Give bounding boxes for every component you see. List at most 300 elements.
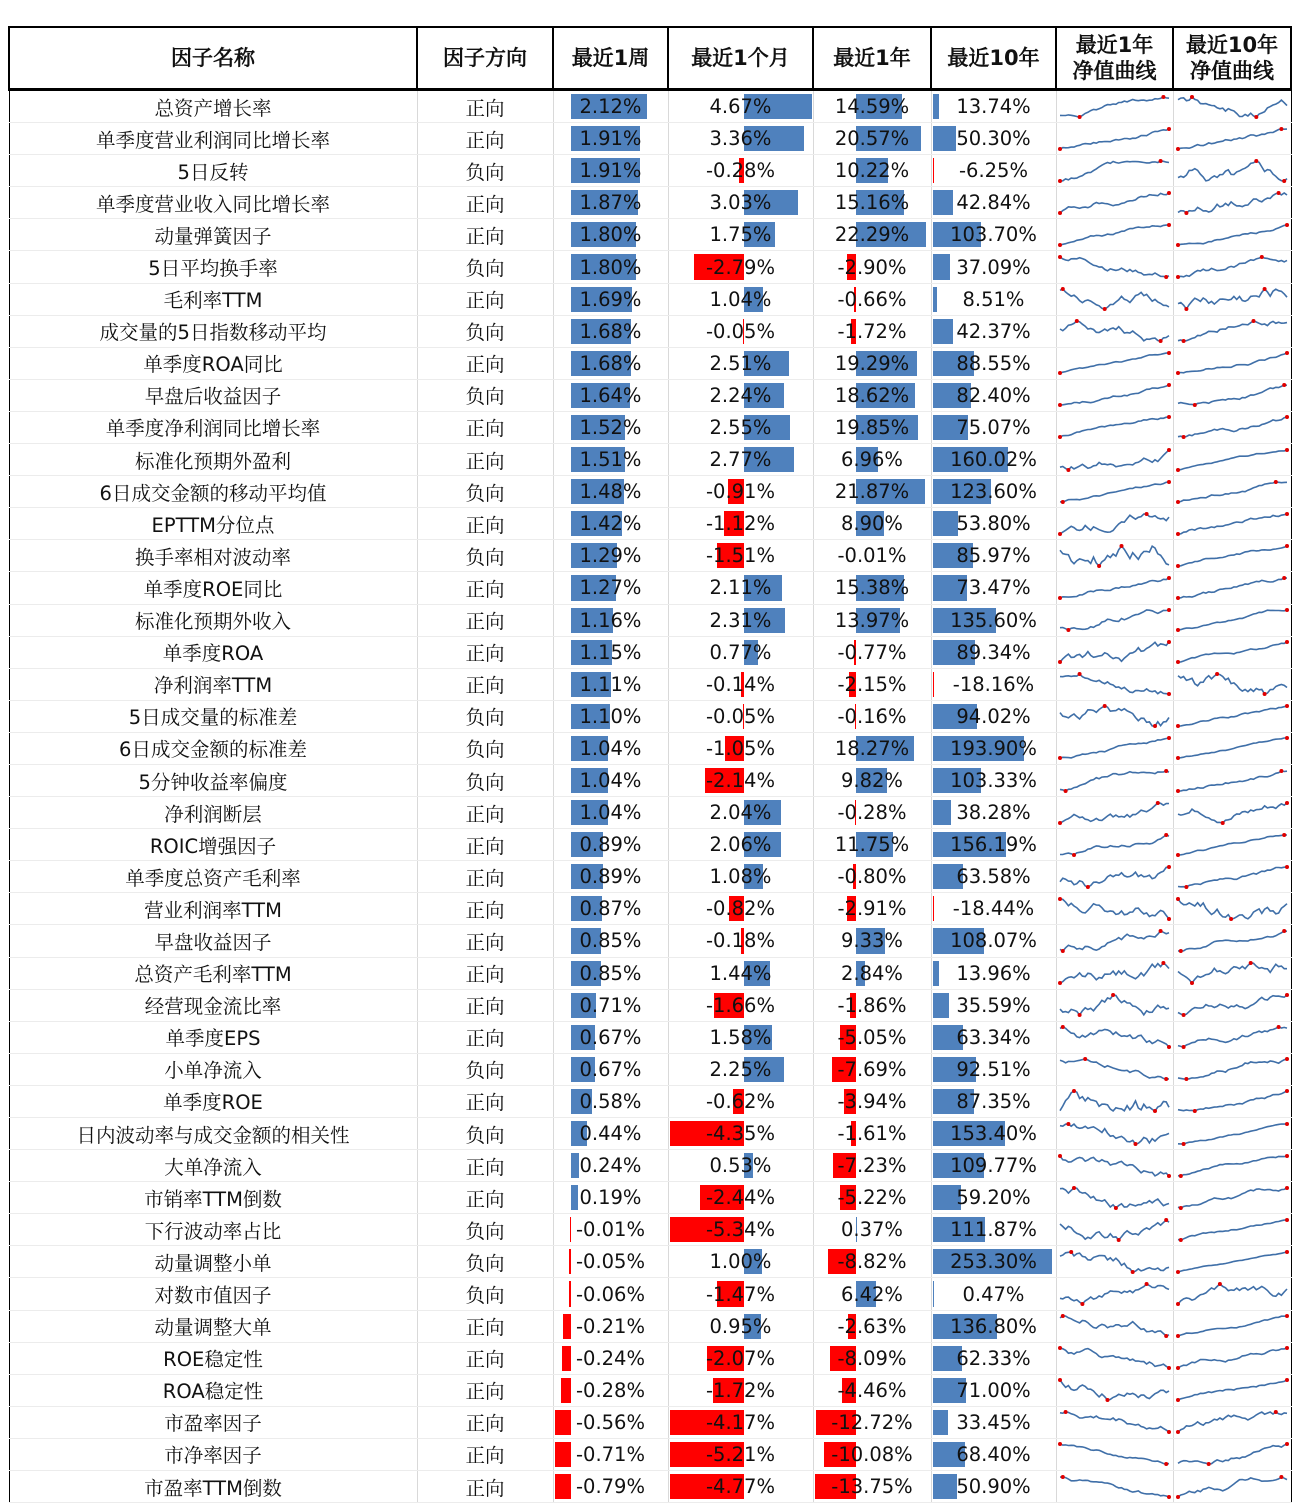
nav-curve-10y-cell	[1173, 604, 1291, 636]
table-row[interactable]	[9, 1246, 1291, 1278]
month-return-cell	[668, 797, 813, 829]
table-body	[9, 90, 1291, 1503]
nav-curve-1y-cell	[1056, 636, 1173, 668]
table-row[interactable]	[9, 893, 1291, 925]
week-return-cell	[553, 668, 668, 700]
nav-curve-1y-sparkline	[1058, 381, 1171, 409]
return-value: -2.07%	[706, 1347, 775, 1370]
nav-curve-10y-cell	[1173, 1214, 1291, 1246]
curve-high-marker	[1167, 351, 1171, 355]
ten-year-return-cell	[931, 155, 1056, 187]
table-row[interactable]	[9, 187, 1291, 219]
return-value: -1.86%	[838, 994, 907, 1017]
table-row[interactable]	[9, 1374, 1291, 1406]
nav-curve-1y-sparkline	[1058, 574, 1171, 602]
week-return-cell	[553, 283, 668, 315]
nav-curve-line	[1060, 353, 1169, 373]
negative-value-bar	[569, 1249, 571, 1274]
return-value: -2.91%	[838, 897, 907, 920]
factor-name-cell: ROA稳定性	[9, 1374, 417, 1406]
nav-curve-10y-cell	[1173, 700, 1291, 732]
year-return-cell	[813, 1118, 931, 1150]
header-curve-10y-line2: 净值曲线	[1174, 58, 1290, 84]
return-value: 0.89%	[580, 833, 642, 856]
year-return-cell	[813, 1438, 931, 1470]
nav-curve-10y-sparkline	[1176, 1087, 1289, 1115]
table-row[interactable]	[9, 829, 1291, 861]
month-return-cell	[668, 123, 813, 155]
header-direction[interactable]: 因子方向	[417, 27, 553, 90]
factor-direction-cell: 负向	[417, 251, 553, 283]
negative-value-bar	[555, 1442, 571, 1467]
return-value: 53.80%	[956, 512, 1030, 535]
return-value: 0.67%	[580, 1026, 642, 1049]
return-value: 1.58%	[710, 1026, 772, 1049]
curve-high-marker	[1066, 1122, 1070, 1126]
nav-curve-line	[1060, 1124, 1169, 1144]
nav-curve-10y-sparkline	[1176, 927, 1289, 955]
nav-curve-1y-cell	[1056, 1118, 1173, 1150]
return-value: 193.90%	[950, 737, 1037, 760]
return-value: 0.85%	[580, 929, 642, 952]
nav-curve-10y-sparkline	[1176, 1120, 1289, 1148]
return-value: 2.31%	[710, 609, 772, 632]
table-row[interactable]	[9, 925, 1291, 957]
nav-curve-10y-cell	[1173, 347, 1291, 379]
curve-low-marker	[1176, 564, 1180, 568]
return-value: 1.87%	[580, 191, 642, 214]
curve-low-marker	[1184, 885, 1188, 889]
nav-curve-line	[1060, 1412, 1169, 1432]
curve-high-marker	[1058, 1346, 1062, 1350]
curve-high-marker	[1167, 865, 1171, 869]
return-value: -5.22%	[838, 1186, 907, 1209]
nav-curve-10y-sparkline	[1176, 189, 1289, 217]
curve-high-marker	[1058, 1378, 1062, 1382]
return-value: 92.51%	[956, 1058, 1030, 1081]
factor-direction-cell: 负向	[417, 476, 553, 508]
month-return-cell	[668, 668, 813, 700]
return-value: 1.48%	[580, 480, 642, 503]
table-row[interactable]	[9, 668, 1291, 700]
table-row[interactable]	[9, 572, 1291, 604]
header-factor-name[interactable]: 因子名称	[9, 27, 417, 90]
factor-direction-cell: 正向	[417, 283, 553, 315]
nav-curve-1y-sparkline	[1058, 1408, 1171, 1436]
curve-low-marker	[1058, 756, 1062, 760]
table-row[interactable]	[9, 732, 1291, 764]
return-value: 63.34%	[956, 1026, 1030, 1049]
return-value: -4.46%	[838, 1379, 907, 1402]
table-row[interactable]	[9, 219, 1291, 251]
week-return-cell	[553, 315, 668, 347]
nav-curve-line	[1060, 546, 1169, 566]
return-value: 108.07%	[950, 929, 1037, 952]
table-row[interactable]	[9, 861, 1291, 893]
nav-curve-line	[1060, 1348, 1169, 1368]
month-return-cell	[668, 957, 813, 989]
table-row[interactable]	[9, 347, 1291, 379]
factor-name-cell: 6日成交金额的移动平均值	[9, 476, 417, 508]
nav-curve-1y-sparkline	[1058, 189, 1171, 217]
nav-curve-1y-sparkline	[1058, 638, 1171, 666]
year-return-cell	[813, 861, 931, 893]
curve-high-marker	[1273, 480, 1277, 484]
week-return-cell	[553, 155, 668, 187]
table-row[interactable]	[9, 989, 1291, 1021]
nav-curve-line	[1178, 450, 1287, 470]
positive-value-bar	[933, 190, 953, 215]
nav-curve-1y-sparkline	[1058, 542, 1171, 570]
table-row[interactable]	[9, 508, 1291, 540]
table-row[interactable]	[9, 411, 1291, 443]
factor-direction-cell: 正向	[417, 604, 553, 636]
nav-curve-1y-cell	[1056, 508, 1173, 540]
nav-curve-line	[1178, 803, 1287, 823]
nav-curve-line	[1060, 417, 1169, 437]
curve-high-marker	[1262, 287, 1266, 291]
nav-curve-1y-cell	[1056, 411, 1173, 443]
nav-curve-10y-sparkline	[1176, 606, 1289, 634]
curve-low-marker	[1282, 179, 1286, 183]
factor-name-cell: EPTTM分位点	[9, 508, 417, 540]
table-row[interactable]	[9, 1021, 1291, 1053]
curve-high-marker	[1120, 544, 1124, 548]
nav-curve-10y-sparkline	[1176, 317, 1289, 345]
factor-direction-cell: 正向	[417, 668, 553, 700]
nav-curve-1y-cell	[1056, 1310, 1173, 1342]
curve-low-marker	[1106, 1398, 1110, 1402]
table-row[interactable]	[9, 797, 1291, 829]
return-value: 1.08%	[710, 865, 772, 888]
factor-direction-cell: 正向	[417, 90, 553, 123]
return-value: -0.62%	[706, 1090, 775, 1113]
nav-curve-10y-sparkline	[1176, 1216, 1289, 1244]
curve-low-marker	[1064, 789, 1068, 793]
table-row[interactable]	[9, 1214, 1291, 1246]
month-return-cell	[668, 476, 813, 508]
return-value: -0.80%	[838, 865, 907, 888]
table-row[interactable]	[9, 1278, 1291, 1310]
nav-curve-1y-cell	[1056, 315, 1173, 347]
table-row[interactable]	[9, 1438, 1291, 1470]
nav-curve-line	[1060, 803, 1169, 823]
header-last-month[interactable]: 最近1个月	[668, 27, 813, 90]
year-return-cell	[813, 732, 931, 764]
return-value: 0.67%	[580, 1058, 642, 1081]
header-last-10-years[interactable]: 最近10年	[931, 27, 1056, 90]
table-row[interactable]	[9, 1053, 1291, 1085]
table-row[interactable]	[9, 604, 1291, 636]
nav-curve-line	[1060, 706, 1169, 726]
table-row[interactable]	[9, 1085, 1291, 1117]
curve-low-marker	[1176, 147, 1180, 151]
nav-curve-line	[1060, 161, 1169, 181]
factor-name-cell: 动量调整大单	[9, 1310, 417, 1342]
nav-curve-1y-cell	[1056, 861, 1173, 893]
nav-curve-10y-sparkline	[1176, 1055, 1289, 1083]
ten-year-return-cell	[931, 123, 1056, 155]
year-return-cell	[813, 411, 931, 443]
week-return-cell	[553, 1118, 668, 1150]
curve-low-marker	[1058, 179, 1062, 183]
nav-curve-10y-sparkline	[1176, 831, 1289, 859]
table-row[interactable]	[9, 1150, 1291, 1182]
table-row[interactable]	[9, 476, 1291, 508]
factor-name-cell: 5分钟收益率偏度	[9, 764, 417, 796]
nav-curve-1y-sparkline	[1058, 895, 1171, 923]
week-return-cell	[553, 604, 668, 636]
table-row[interactable]	[9, 1471, 1291, 1503]
factor-direction-cell: 正向	[417, 861, 553, 893]
return-value: 37.09%	[956, 256, 1030, 279]
nav-curve-10y-cell	[1173, 219, 1291, 251]
nav-curve-10y-cell	[1173, 508, 1291, 540]
nav-curve-1y-cell	[1056, 1021, 1173, 1053]
curve-high-marker	[1285, 1442, 1289, 1446]
nav-curve-line	[1060, 931, 1169, 951]
nav-curve-1y-sparkline	[1058, 1280, 1171, 1308]
return-value: 0.89%	[580, 865, 642, 888]
nav-curve-10y-cell	[1173, 1278, 1291, 1310]
year-return-cell	[813, 1021, 931, 1053]
curve-low-marker	[1176, 532, 1180, 536]
nav-curve-10y-sparkline	[1176, 959, 1289, 987]
factor-performance-table	[8, 26, 1292, 1503]
year-return-cell	[813, 1214, 931, 1246]
year-return-cell	[813, 476, 931, 508]
curve-low-marker	[1206, 1462, 1210, 1466]
curve-low-marker	[1176, 1270, 1180, 1274]
curve-high-marker	[1167, 576, 1171, 580]
nav-curve-1y-cell	[1056, 700, 1173, 732]
table-row[interactable]	[9, 1182, 1291, 1214]
nav-curve-10y-cell	[1173, 1085, 1291, 1117]
nav-curve-line	[1060, 1059, 1169, 1079]
table-row[interactable]	[9, 1310, 1291, 1342]
nav-curve-line	[1060, 289, 1169, 309]
ten-year-return-cell	[931, 861, 1056, 893]
factor-name-cell: 单季度营业收入同比增长率	[9, 187, 417, 219]
nav-curve-1y-cell	[1056, 668, 1173, 700]
nav-curve-1y-cell	[1056, 1214, 1173, 1246]
nav-curve-line	[1060, 674, 1169, 694]
curve-low-marker	[1058, 435, 1062, 439]
nav-curve-1y-sparkline	[1058, 1473, 1171, 1501]
week-return-cell	[553, 476, 668, 508]
nav-curve-1y-cell	[1056, 989, 1173, 1021]
year-return-cell	[813, 572, 931, 604]
curve-high-marker	[1064, 1410, 1068, 1414]
header-last-year[interactable]: 最近1年	[813, 27, 931, 90]
return-value: -1.61%	[838, 1122, 907, 1145]
table-row[interactable]	[9, 1342, 1291, 1374]
year-return-cell	[813, 764, 931, 796]
return-value: 1.04%	[580, 769, 642, 792]
factor-name-cell: 总资产毛利率TTM	[9, 957, 417, 989]
factor-name-cell: 标准化预期外盈利	[9, 444, 417, 476]
return-value: -2.90%	[838, 256, 907, 279]
ten-year-return-cell	[931, 1310, 1056, 1342]
return-value: 0.58%	[580, 1090, 642, 1113]
return-value: 19.29%	[835, 352, 909, 375]
nav-curve-10y-sparkline	[1176, 413, 1289, 441]
nav-curve-line	[1178, 1412, 1287, 1432]
curve-high-marker	[1285, 1154, 1289, 1158]
table-row[interactable]	[9, 251, 1291, 283]
nav-curve-1y-cell	[1056, 1182, 1173, 1214]
table-row[interactable]	[9, 636, 1291, 668]
factor-direction-cell: 正向	[417, 1085, 553, 1117]
curve-low-marker	[1078, 1013, 1082, 1017]
return-value: -1.72%	[706, 1379, 775, 1402]
nav-curve-line	[1060, 1284, 1169, 1304]
table-row[interactable]	[9, 1118, 1291, 1150]
factor-name-cell: 营业利润率TTM	[9, 893, 417, 925]
return-value: -0.71%	[576, 1443, 645, 1466]
return-value: 2.55%	[710, 416, 772, 439]
return-value: -8.82%	[838, 1250, 907, 1273]
month-return-cell	[668, 1053, 813, 1085]
table-row[interactable]	[9, 957, 1291, 989]
table-row[interactable]	[9, 379, 1291, 411]
curve-low-marker	[1176, 1302, 1180, 1306]
nav-curve-10y-cell	[1173, 732, 1291, 764]
return-value: -8.09%	[838, 1347, 907, 1370]
nav-curve-1y-sparkline	[1058, 413, 1171, 441]
return-value: 89.34%	[956, 641, 1030, 664]
year-return-cell	[813, 315, 931, 347]
ten-year-return-cell	[931, 540, 1056, 572]
nav-curve-1y-sparkline	[1058, 959, 1171, 987]
week-return-cell	[553, 572, 668, 604]
return-value: -0.01%	[576, 1218, 645, 1241]
return-value: -7.69%	[838, 1058, 907, 1081]
month-return-cell	[668, 1374, 813, 1406]
nav-curve-line	[1178, 385, 1287, 405]
month-return-cell	[668, 700, 813, 732]
header-last-week[interactable]: 最近1周	[553, 27, 668, 90]
curve-high-marker	[1072, 1186, 1076, 1190]
return-value: 2.11%	[710, 576, 772, 599]
nav-curve-10y-cell	[1173, 1053, 1291, 1085]
ten-year-return-cell	[931, 283, 1056, 315]
curve-low-marker	[1167, 1495, 1171, 1499]
curve-low-marker	[1058, 243, 1062, 247]
table-row[interactable]	[9, 700, 1291, 732]
curve-low-marker	[1176, 468, 1180, 472]
return-value: 15.38%	[835, 576, 909, 599]
nav-curve-line	[1178, 225, 1287, 245]
factor-direction-cell: 正向	[417, 1021, 553, 1053]
factor-direction-cell: 负向	[417, 315, 553, 347]
year-return-cell	[813, 829, 931, 861]
curve-low-marker	[1181, 1045, 1185, 1049]
nav-curve-1y-cell	[1056, 540, 1173, 572]
month-return-cell	[668, 1471, 813, 1503]
nav-curve-1y-sparkline	[1058, 799, 1171, 827]
year-return-cell	[813, 1085, 931, 1117]
curve-low-marker	[1176, 1366, 1180, 1370]
table-row[interactable]	[9, 283, 1291, 315]
factor-name-cell: 净利润率TTM	[9, 668, 417, 700]
nav-curve-10y-sparkline	[1176, 157, 1289, 185]
nav-curve-line	[1060, 193, 1169, 213]
factor-name-cell: 5日成交量的标准差	[9, 700, 417, 732]
factor-direction-cell: 负向	[417, 1246, 553, 1278]
nav-curve-line	[1060, 1091, 1169, 1111]
factor-direction-cell: 负向	[417, 764, 553, 796]
nav-curve-1y-sparkline	[1058, 767, 1171, 795]
table-row[interactable]	[9, 540, 1291, 572]
table-row[interactable]	[9, 1406, 1291, 1438]
return-value: 3.36%	[710, 127, 772, 150]
table-row[interactable]	[9, 764, 1291, 796]
factor-name-cell: 下行波动率占比	[9, 1214, 417, 1246]
nav-curve-line	[1060, 514, 1169, 534]
return-value: 6.96%	[841, 448, 903, 471]
nav-curve-1y-cell	[1056, 219, 1173, 251]
nav-curve-line	[1178, 738, 1287, 758]
nav-curve-10y-cell	[1173, 829, 1291, 861]
table-row[interactable]	[9, 155, 1291, 187]
negative-value-bar	[562, 1346, 571, 1371]
header-curve-1y[interactable]	[1056, 27, 1173, 90]
return-value: -3.94%	[838, 1090, 907, 1113]
nav-curve-1y-sparkline	[1058, 221, 1171, 249]
nav-curve-1y-cell	[1056, 187, 1173, 219]
factor-direction-cell: 正向	[417, 925, 553, 957]
month-return-cell	[668, 1342, 813, 1374]
return-value: -0.01%	[838, 544, 907, 567]
positive-value-bar	[933, 511, 958, 536]
header-curve-10y[interactable]	[1173, 27, 1291, 90]
factor-direction-cell: 负向	[417, 1118, 553, 1150]
curve-low-marker	[1164, 1462, 1168, 1466]
table-row[interactable]	[9, 315, 1291, 347]
week-return-cell	[553, 829, 668, 861]
table-row[interactable]	[9, 90, 1291, 123]
nav-curve-line	[1060, 321, 1169, 341]
nav-curve-line	[1178, 514, 1287, 534]
return-value: -0.82%	[706, 897, 775, 920]
curve-low-marker	[1167, 1430, 1171, 1434]
return-value: -5.21%	[706, 1443, 775, 1466]
nav-curve-line	[1060, 1156, 1169, 1176]
curve-high-marker	[1145, 512, 1149, 516]
factor-direction-cell: 负向	[417, 732, 553, 764]
return-value: -1.66%	[706, 994, 775, 1017]
table-row[interactable]	[9, 123, 1291, 155]
nav-curve-10y-cell	[1173, 444, 1291, 476]
return-value: 2.06%	[710, 833, 772, 856]
month-return-cell	[668, 604, 813, 636]
curve-high-marker	[1285, 223, 1289, 227]
positive-value-bar	[933, 254, 950, 279]
curve-high-marker	[1145, 1282, 1149, 1286]
week-return-cell	[553, 1406, 668, 1438]
week-return-cell	[553, 1150, 668, 1182]
week-return-cell	[553, 1278, 668, 1310]
nav-curve-10y-cell	[1173, 411, 1291, 443]
nav-curve-10y-sparkline	[1176, 1280, 1289, 1308]
curve-low-marker	[1229, 917, 1233, 921]
nav-curve-10y-cell	[1173, 636, 1291, 668]
table-row[interactable]	[9, 444, 1291, 476]
factor-name-cell: 日内波动率与成交金额的相关性	[9, 1118, 417, 1150]
ten-year-return-cell	[931, 732, 1056, 764]
factor-name-cell: 毛利率TTM	[9, 283, 417, 315]
